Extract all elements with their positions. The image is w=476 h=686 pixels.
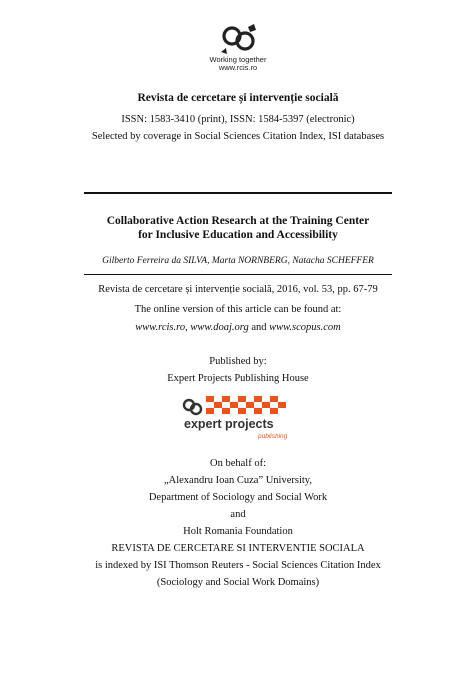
logo-subtext: publishing	[258, 433, 288, 440]
article-title-line1: Collaborative Action Research at the Training Center	[106, 215, 370, 227]
divider-mid	[84, 274, 392, 275]
department-line: Department of Sociology and Social Work	[148, 492, 328, 503]
journal-title: Revista de cercetare și intervenție socială	[137, 92, 339, 104]
article-authors: Gilberto Ferreira da SILVA, Marta NORNBERG, Natacha SCHEFFER	[102, 256, 374, 266]
issn-line: ISSN: 1583-3410 (print), ISSN: 1584-5397 (electronic)	[121, 114, 355, 125]
published-by-label: Published by:	[209, 356, 267, 367]
journal-caps-line: REVISTA DE CERCETARE SI INTERVENTIE SOCIALA	[111, 543, 365, 554]
divider-top	[84, 192, 392, 194]
domains-line: (Sociology and Social Work Domains)	[156, 577, 320, 588]
rcis-logo-icon	[218, 22, 262, 56]
coverage-line: Selected by coverage in Social Sciences Citation Index, ISI databases	[91, 131, 385, 142]
logo-caption-tagline: Working together	[209, 55, 267, 64]
article-title-line2: for Inclusive Education and Accessibility	[138, 229, 338, 241]
link-rcis[interactable]: www.rcis.ro	[135, 322, 186, 333]
publisher-name: Expert Projects Publishing House	[167, 373, 309, 384]
link-doaj[interactable]: www.doaj.org	[190, 322, 249, 333]
logo-caption	[0, 56, 476, 72]
indexed-line: is indexed by ISI Thomson Reuters - Social Sciences Citation Index	[95, 560, 381, 571]
university-line: „Alexandru Ioan Cuza” University,	[163, 475, 312, 486]
foundation-line: Holt Romania Foundation	[183, 526, 293, 537]
logo-wordmark: expert projects	[184, 417, 274, 431]
online-version-line: The online version of this article can be found at:	[134, 304, 342, 315]
links-line	[0, 322, 476, 333]
links-separator: ,	[185, 322, 191, 333]
on-behalf-label: On behalf of:	[210, 458, 266, 469]
and-line: and	[230, 509, 246, 520]
links-and: and	[248, 322, 270, 333]
link-scopus[interactable]: www.scopus.com	[269, 322, 341, 333]
expert-projects-logo-icon	[178, 396, 298, 442]
logo-caption-url: www.rcis.ro	[218, 63, 258, 72]
citation-line: Revista de cercetare și intervenție socială, 2016, vol. 53, pp. 67-79	[98, 284, 378, 295]
article-title	[0, 214, 476, 242]
